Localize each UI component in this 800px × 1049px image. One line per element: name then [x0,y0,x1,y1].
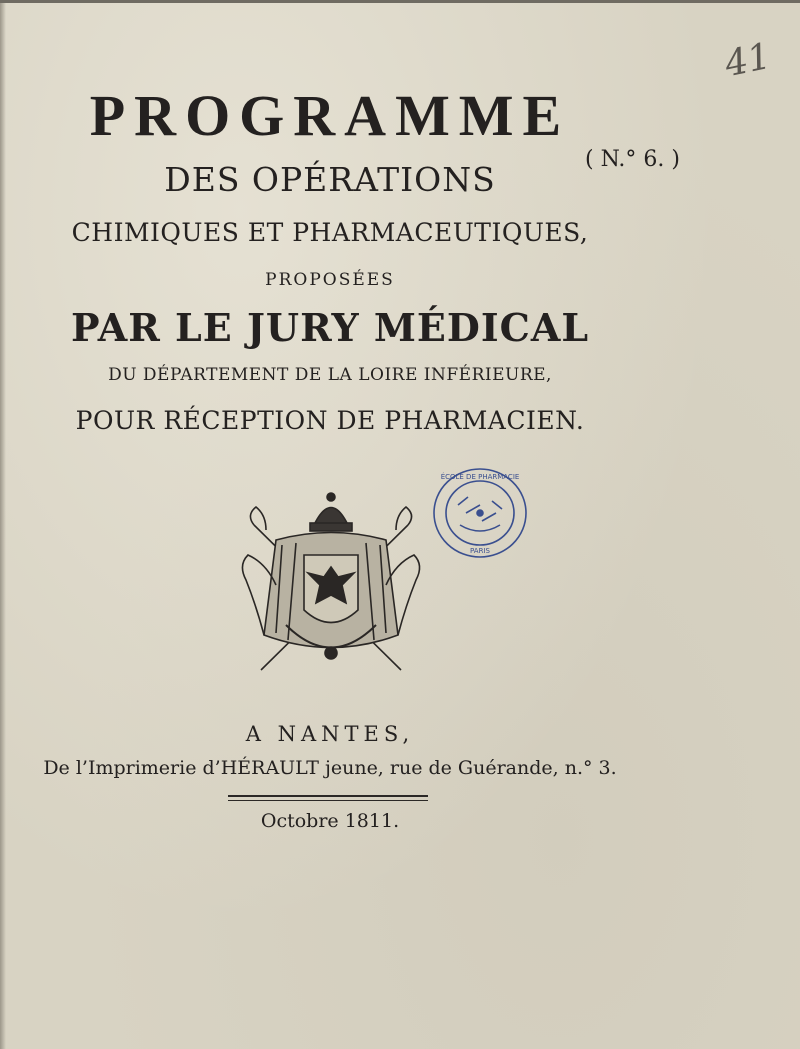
document-number: ( N.° 6. ) [585,147,680,172]
double-rule-top [228,795,428,797]
imprint-date: Octobre 1811. [260,810,400,832]
library-stamp-icon [430,465,530,561]
subtitle-line-2: CHIMIQUES ET PHARMACEUTIQUES, [71,218,589,247]
svg-text:PARIS: PARIS [470,547,490,555]
double-rule-bottom [228,800,428,801]
imprint-printer: De l’Imprimerie d’HÉRAULT jeune, rue de Guérande, n.° 3. [43,757,617,779]
subtitle-line-3: PROPOSÉES [265,270,395,290]
subtitle-line-5: DU DÉPARTEMENT DE LA LOIRE INFÉRIEURE, [108,365,552,385]
svg-text:ÉCOLE DE PHARMACIE: ÉCOLE DE PHARMACIE [440,473,520,481]
imperial-coat-of-arms-icon [236,485,426,680]
subtitle-line-1: DES OPÉRATIONS [164,160,496,199]
imprint-city: A NANTES, [245,722,415,746]
subtitle-line-6: POUR RÉCEPTION DE PHARMACIEN. [75,406,585,435]
folio-number: 41 [721,35,775,86]
page-top-edge [0,0,800,3]
document-title: PROGRAMME [89,83,571,148]
subtitle-line-4: PAR LE JURY MÉDICAL [70,305,590,350]
page-edge-shadow [0,0,6,1049]
